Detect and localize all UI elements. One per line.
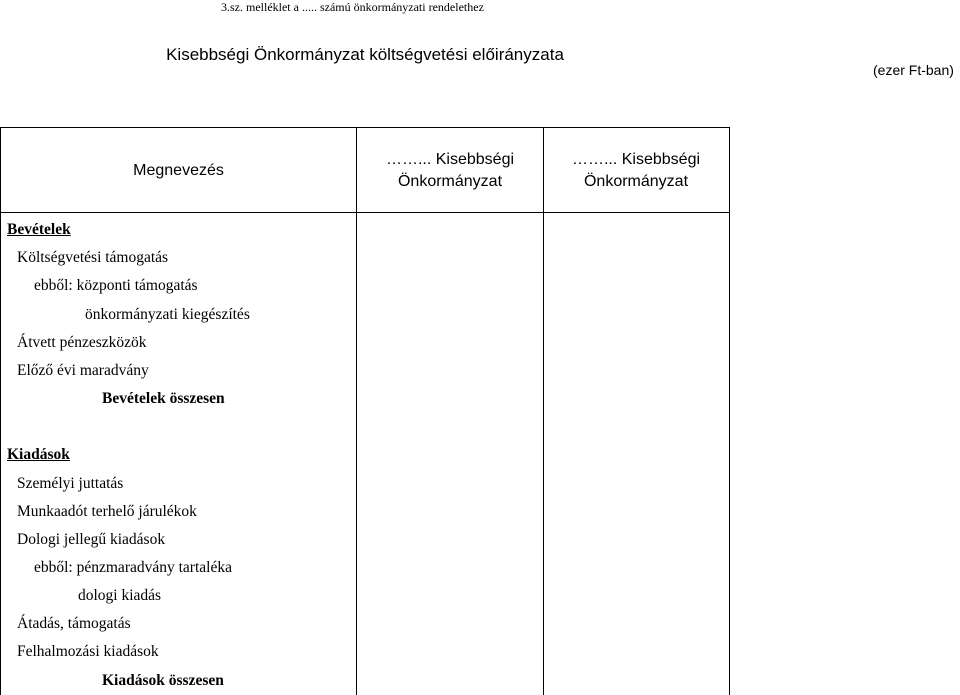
unit-note: (ezer Ft-ban) bbox=[873, 62, 954, 78]
table-left-border bbox=[0, 127, 1, 695]
row-label: Átadás, támogatás bbox=[17, 615, 131, 632]
column-header-2-line2: Önkormányzat bbox=[583, 173, 689, 190]
table-right-border bbox=[729, 127, 730, 695]
row-label: dologi kiadás bbox=[78, 587, 162, 604]
row-label: ebből: központi támogatás bbox=[34, 277, 198, 294]
row-label: Munkaadót terhelő járulékok bbox=[17, 503, 197, 520]
table-col2-divider bbox=[543, 127, 544, 695]
column-header-name: Megnevezés bbox=[133, 162, 224, 179]
document-title: Kisebbségi Önkormányzat költségvetési előirányzata bbox=[166, 45, 564, 64]
table-col1-divider bbox=[356, 127, 357, 695]
row-label: önkormányzati kiegészítés bbox=[85, 306, 250, 323]
row-label: Előző évi maradvány bbox=[17, 362, 149, 379]
column-header-1-line2: Önkormányzat bbox=[397, 173, 503, 190]
table-top-border bbox=[0, 127, 730, 128]
row-label: Dologi jellegű kiadások bbox=[17, 531, 166, 548]
appendix-note: 3.sz. melléklet a ..... számú önkormányzati rendelethez bbox=[221, 0, 484, 14]
row-label: Személyi juttatás bbox=[17, 475, 124, 492]
column-header-1-line1: ……... Kisebbségi bbox=[385, 151, 515, 168]
expenses-section-heading: Kiadások bbox=[7, 446, 70, 463]
expenses-total-label: Kiadások összesen bbox=[102, 672, 224, 689]
income-total-label: Bevételek összesen bbox=[102, 390, 225, 407]
row-label: Költségvetési támogatás bbox=[17, 249, 169, 266]
column-header-municipality-2 bbox=[543, 149, 729, 193]
income-section-heading: Bevételek bbox=[7, 221, 71, 238]
row-label: Átvett pénzeszközök bbox=[17, 334, 147, 351]
column-header-2-line1: ……... Kisebbségi bbox=[571, 151, 701, 168]
row-label: Felhalmozási kiadások bbox=[17, 643, 159, 660]
table-header-divider bbox=[0, 212, 730, 213]
row-label: ebből: pénzmaradvány tartaléka bbox=[34, 559, 232, 576]
column-header-municipality-1 bbox=[357, 149, 543, 193]
